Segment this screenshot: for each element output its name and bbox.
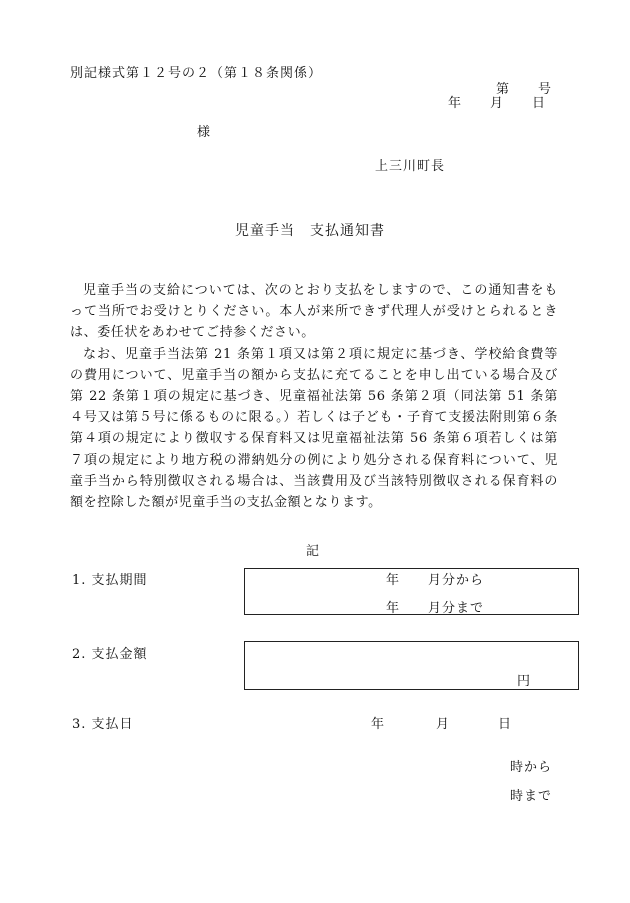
addressee-suffix: 様 [197,125,212,140]
document-date: 年 月 日 [448,96,547,111]
date-year: 年 [371,717,386,732]
date-label: 3. 支払日 [72,717,134,732]
period-to: 年 月分まで [386,601,485,616]
ki-heading: 記 [306,544,321,559]
form-label: 別記様式第１２号の２（第１８条関係） [70,66,323,81]
amount-box [244,641,579,690]
time-from: 時から [510,760,553,775]
paragraph: 児童手当の支給については、次のとおり支払をしますので、この通知書をもって当所でお受けとりください。本人が来所できず代理人が受けとられるときは、委任状をあわせてご持参ください。 [70,283,558,341]
period-box [244,568,579,615]
date-day: 日 [498,717,513,732]
time-to: 時まで [510,789,553,804]
amount-label: 2. 支払金額 [72,647,148,662]
period-label: 1. 支払期間 [72,573,148,588]
body-text [70,280,558,513]
issuer: 上三川町長 [375,159,446,174]
period-from: 年 月分から [386,573,485,588]
document-title: 児童手当 支払通知書 [235,223,385,239]
date-month: 月 [436,717,451,732]
amount-unit: 円 [517,674,532,689]
paragraph: なお、児童手当法第 21 条第１項又は第２項に規定に基づき、学校給食費等の費用について、児童手当の額から支払に充てることを申し出ている場合及び第 22 条第１項の規定に基づき、児童福祉法第 56 条第２項（同法第 51 条第４号又は第５号に係るものに限る。）若しくは子ども・子育て支援法附則第６条第４項の規定により徴収する保育料又は児童福祉法第 56 条第６項若しくは第７項の規定により地方税の滞納処分の例により処分される保育料について、児童手当から特別徴収される場合は、当該費用及び当該特別徴収される保育料の額を控除した額が児童手当の支払金額となります。 [70,346,558,511]
document-number: 第 号 [496,82,553,97]
